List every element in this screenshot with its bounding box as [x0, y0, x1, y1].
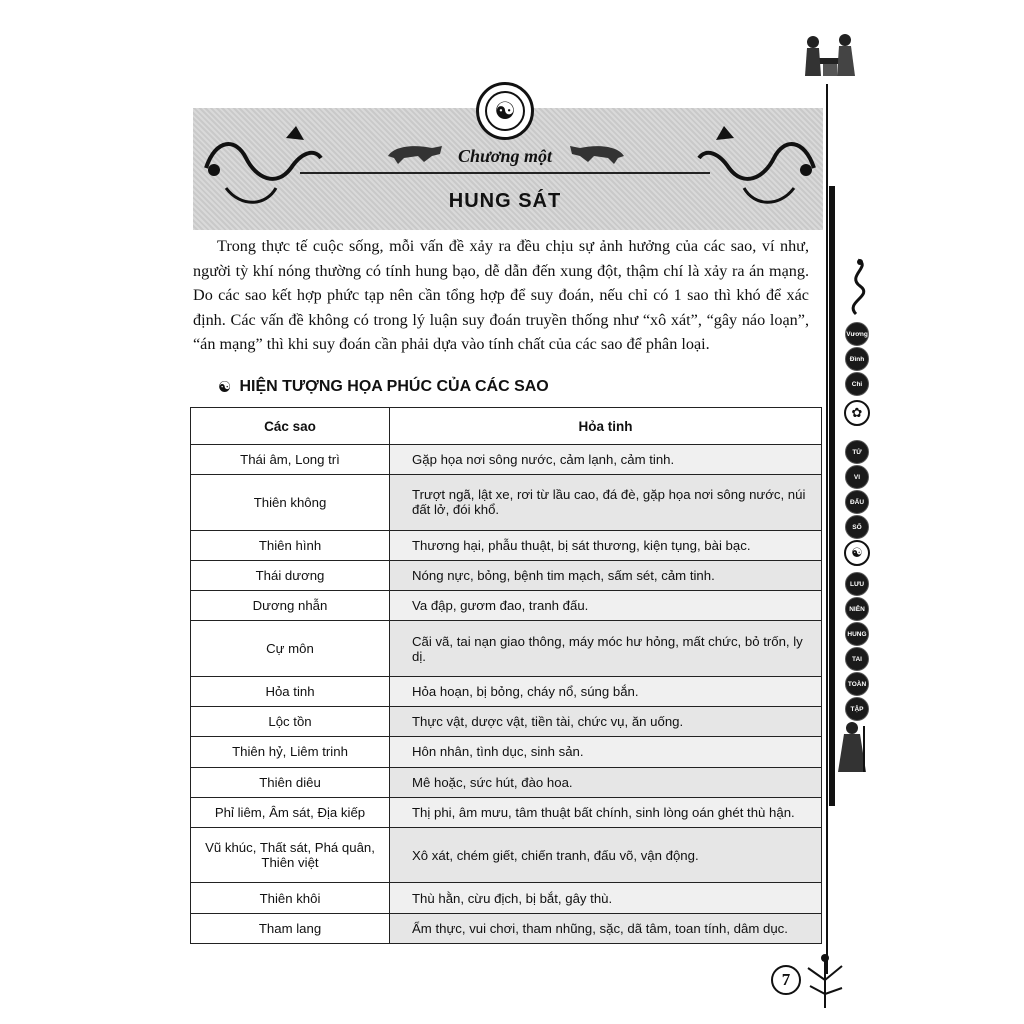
effect-cell: Thực vật, dược vật, tiền tài, chức vụ, ăn uống. [390, 707, 822, 737]
effect-cell: Xô xát, chém giết, chiến tranh, đấu võ, vận động. [390, 827, 822, 882]
dragon-ornament-right [694, 118, 824, 214]
header-rule [300, 172, 710, 174]
sidebar-word: TOÀN [845, 672, 869, 696]
table-row [191, 767, 822, 797]
yin-yang-icon: ☯ [218, 378, 232, 396]
star-cell: Thiên khôi [191, 883, 390, 913]
sidebar-rule [826, 84, 828, 974]
effect-cell: Trượt ngã, lật xe, rơi từ lầu cao, đá đè, gặp họa nơi sông nước, núi đất lở, đói khổ. [390, 475, 822, 530]
dragon-ornament-side [838, 256, 876, 318]
table-row [191, 883, 822, 913]
effect-cell: Thù hằn, cừu địch, bị bắt, gây thù. [390, 883, 822, 913]
effect-cell: Mê hoặc, sức hút, đào hoa. [390, 767, 822, 797]
table-row [191, 707, 822, 737]
table-row [191, 676, 822, 706]
table-row [191, 913, 822, 943]
sidebar-word: TAI [845, 647, 869, 671]
table-row [191, 621, 822, 676]
sidebar-word: VI [845, 465, 869, 489]
effect-cell: Hôn nhân, tình dục, sinh sản. [390, 737, 822, 767]
star-cell: Thiên hình [191, 530, 390, 560]
stars-table [190, 407, 822, 944]
sidebar-word: SỐ [845, 515, 869, 539]
page-title: HUNG SÁT [448, 190, 562, 212]
sidebar-word: ĐẨU [845, 490, 869, 514]
table-row [191, 560, 822, 590]
star-cell: Thái dương [191, 560, 390, 590]
effect-cell: Ẩm thực, vui chơi, tham nhũng, sặc, dã tâm, toan tính, dâm dục. [390, 913, 822, 943]
sage-illustration [834, 720, 868, 774]
star-cell: Thiên hỷ, Liêm trinh [191, 737, 390, 767]
scholars-illustration [799, 30, 861, 82]
star-cell: Thiên diêu [191, 767, 390, 797]
table-header-row [191, 408, 822, 445]
sidebar-word: Chi [845, 372, 869, 396]
table-row [191, 737, 822, 767]
table-row [191, 445, 822, 475]
star-cell: Vũ khúc, Thất sát, Phá quân, Thiên việt [191, 827, 390, 882]
sidebar-word: TỬ [845, 440, 869, 464]
sidebar-word: LƯU [845, 572, 869, 596]
section-heading [218, 378, 549, 396]
sidebar-word: Đình [845, 347, 869, 371]
flower-icon: ✿ [844, 400, 870, 426]
effect-cell: Va đập, gươm đao, tranh đấu. [390, 591, 822, 621]
sidebar-word: Vương [845, 322, 869, 346]
plant-ornament [800, 950, 850, 1010]
dragon-medallion-icon: ☯ [844, 540, 870, 566]
effect-cell: Thị phi, âm mưu, tâm thuật bất chính, sinh lòng oán ghét thù hận. [390, 797, 822, 827]
star-cell: Lộc tồn [191, 707, 390, 737]
chapter-label: Chương một [458, 146, 552, 166]
star-cell: Thái âm, Long trì [191, 445, 390, 475]
column-header: Hỏa tinh [390, 408, 822, 445]
sidebar-bar [829, 186, 835, 806]
table-row [191, 475, 822, 530]
effect-cell: Nóng nực, bỏng, bệnh tim mạch, sấm sét, cảm tinh. [390, 560, 822, 590]
star-cell: Phỉ liêm, Âm sát, Địa kiếp [191, 797, 390, 827]
star-cell: Hỏa tinh [191, 676, 390, 706]
table-row [191, 797, 822, 827]
effect-cell: Thương hại, phẫu thuật, bị sát thương, kiện tụng, bài bạc. [390, 530, 822, 560]
effect-cell: Cãi vã, tai nạn giao thông, máy móc hư hỏng, mất chức, bỏ trốn, ly dị. [390, 621, 822, 676]
sidebar-word: HUNG [845, 622, 869, 646]
star-cell: Thiên không [191, 475, 390, 530]
table-row [191, 591, 822, 621]
column-header: Các sao [191, 408, 390, 445]
dragon-ornament-left [196, 118, 326, 214]
page-number: 7 [771, 965, 801, 995]
effect-cell: Hỏa hoạn, bị bỏng, cháy nổ, súng bắn. [390, 676, 822, 706]
star-cell: Cự môn [191, 621, 390, 676]
table-row [191, 827, 822, 882]
table-row [191, 530, 822, 560]
dragon-emblem-icon: ☯ [476, 82, 534, 140]
star-cell: Dương nhẫn [191, 591, 390, 621]
effect-cell: Gặp họa nơi sông nước, cảm lạnh, cảm tinh. [390, 445, 822, 475]
star-cell: Tham lang [191, 913, 390, 943]
sidebar-word: NIÊN [845, 597, 869, 621]
section-title: HIỆN TƯỢNG HỌA PHÚC CỦA CÁC SAO [239, 378, 549, 395]
sidebar-word: TẬP [845, 697, 869, 721]
intro-paragraph: Trong thực tế cuộc sống, mỗi vấn đề xảy ra đều chịu sự ảnh hưởng của các sao, ví như, người tỳ khí nóng thường có tính hung bạo, dễ dẫn đến xung đột, thậm chí là xảy ra án mạng. Do các sao kết hợp phức tạp nên cần tổng hợp để suy đoán, nếu chỉ có 1 sao thì khó để xác định. Các vấn đề không có trong lý luận suy đoán truyền thống như “xô xát”, “gây náo loạn”, “án mạng” thì khi suy đoán cần phải dựa vào tính chất của các sao để phân loại. [193, 237, 809, 354]
